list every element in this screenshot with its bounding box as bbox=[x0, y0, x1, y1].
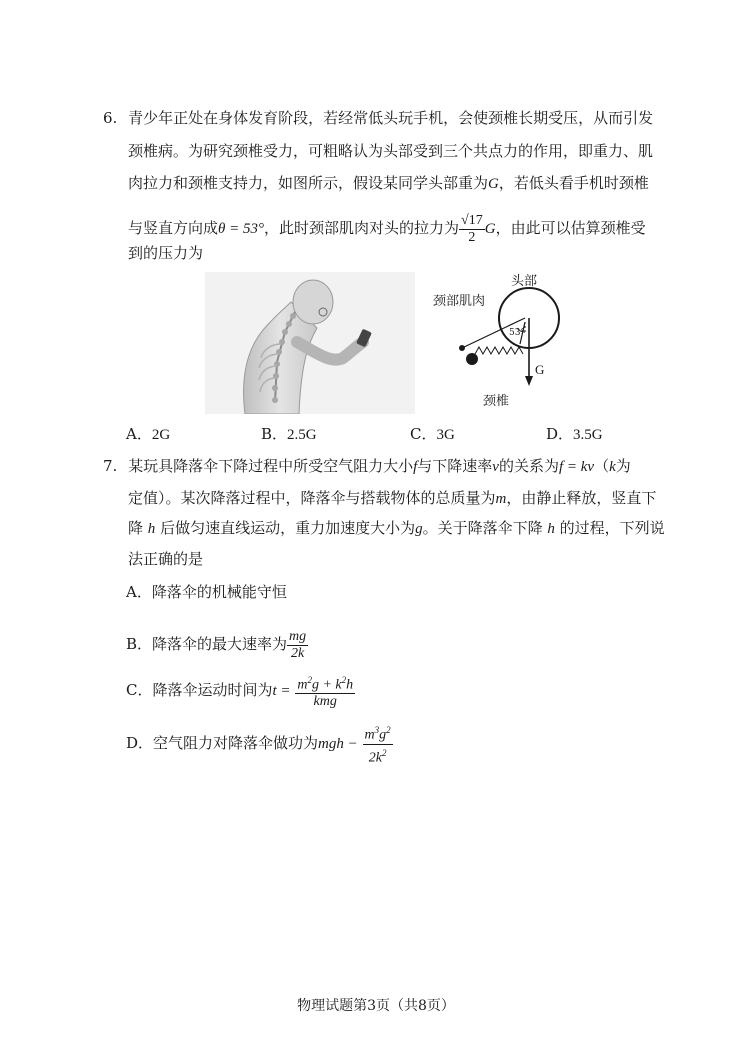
label-muscle: 颈部肌肉 bbox=[433, 294, 486, 309]
q6-option-b[interactable]: B．2.5G bbox=[261, 425, 317, 443]
force-diagram bbox=[425, 266, 575, 416]
q7-line-4: 法正确的是 bbox=[128, 550, 204, 568]
q7-line-3: 降 h 后做匀速直线运动，重力加速度大小为g。关于降落伞下降 h 的过程，下列说 bbox=[128, 519, 665, 537]
q6-option-d[interactable]: D．3.5G bbox=[546, 425, 603, 443]
max-speed-fraction: $\frac{mg}{2k}$ bbox=[289, 628, 307, 661]
label-spine: 颈椎 bbox=[483, 394, 510, 409]
q6-option-c[interactable]: C．3G bbox=[410, 425, 455, 443]
q6-option-a[interactable]: A．2G bbox=[126, 425, 171, 443]
q6-number: 6. bbox=[103, 109, 118, 127]
work-fraction: $\frac{m^3g^2}{2k^2}$ bbox=[363, 722, 393, 766]
q7-line-2: 定值）。某次降落过程中，降落伞与搭载物体的总质量为m，由静止释放，竖直下 bbox=[128, 489, 657, 507]
label-head: 头部 bbox=[511, 274, 538, 289]
q7-line-1: 7. 某玩具降落伞下降过程中所受空气阻力大小f与下降速率v的关系为f = kv（k为 bbox=[103, 457, 631, 475]
q6-line-2: 颈椎病。为研究颈椎受力，可粗略认为头部受到三个共点力的作用，即重力、肌 bbox=[128, 142, 654, 160]
tension-fraction: $\frac{√17}{2}$ bbox=[461, 212, 483, 245]
q7-option-a[interactable]: A．降落伞的机械能守恒 bbox=[126, 583, 287, 601]
theta-expression: θ = 53° bbox=[218, 221, 265, 237]
q7-number: 7. bbox=[103, 457, 118, 475]
q7-option-c[interactable]: C．降落伞运动时间为t = $\frac{m^2g + k^2h}{\text{kmg}}$ bbox=[126, 670, 355, 710]
page-footer: 物理试题第3页（共8页） bbox=[297, 998, 455, 1014]
spine-spring bbox=[475, 347, 523, 354]
person-phone-illustration bbox=[205, 272, 415, 414]
q7-option-d[interactable]: D．空气阻力对降落伞做功为mgh − $\frac{m^3g^2}{2k^2}$ bbox=[126, 722, 393, 762]
label-angle: 53° bbox=[509, 328, 525, 338]
q7-option-b[interactable]: B．降落伞的最大速率为 $\frac{mg}{2k}$ bbox=[126, 628, 307, 661]
q6-line-3: 肉拉力和颈椎支持力，如图所示，假设某同学头部重为G，若低头看手机时颈椎 bbox=[128, 174, 649, 192]
label-gravity: G bbox=[535, 362, 545, 377]
q6-line-4: 与竖直方向成θ = 53°，此时颈部肌肉对头的拉力为 $\frac{√17}{2}$ G，由此可以估算颈椎受 bbox=[128, 212, 646, 245]
q6-line-1: 6. 青少年正处在身体发育阶段，若经常低头玩手机，会使颈椎长期受压，从而引发 bbox=[103, 109, 654, 127]
spine-end bbox=[466, 353, 478, 365]
q6-line-5: 到的压力为 bbox=[128, 244, 204, 262]
time-fraction: $\frac{m^2g + k^2h}{\text{kmg}}$ bbox=[295, 672, 355, 711]
